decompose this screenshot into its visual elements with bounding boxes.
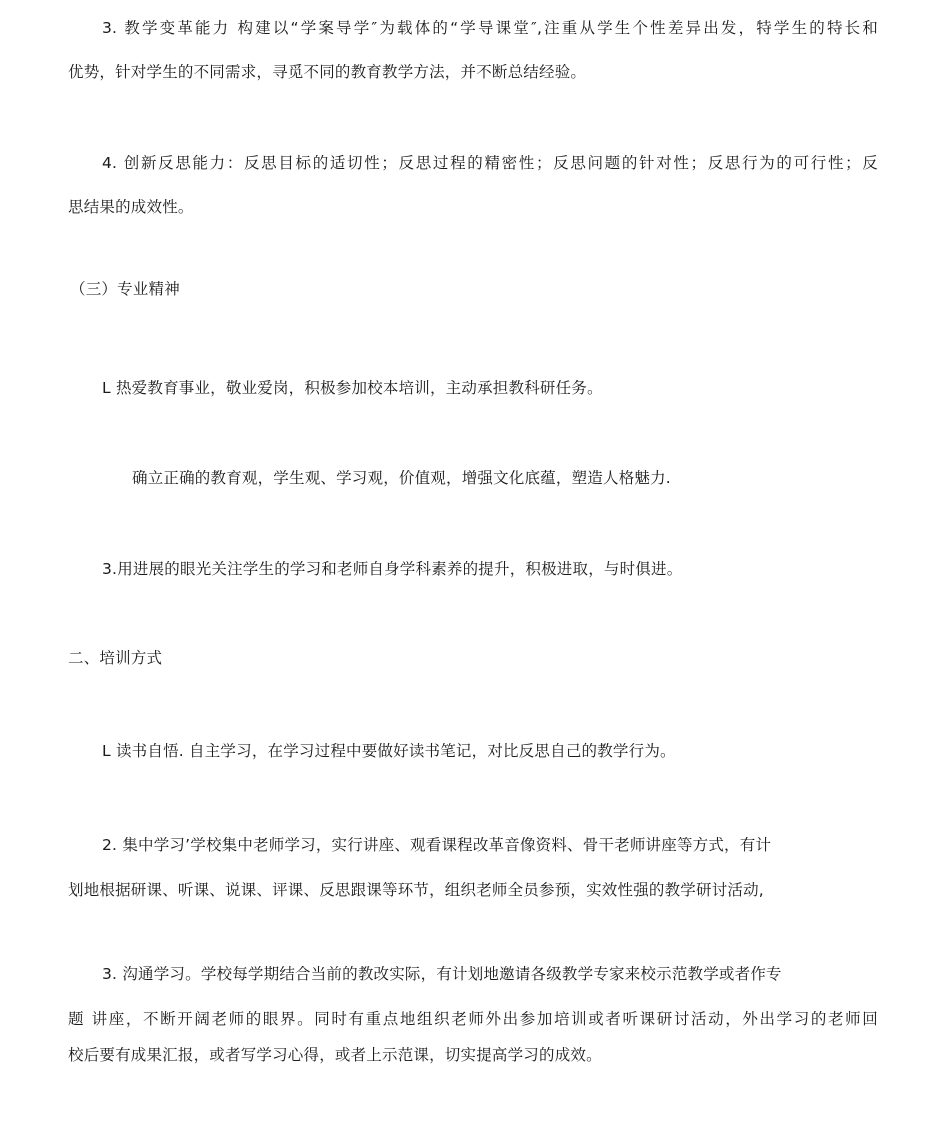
paragraph-communication-learning-line-1: 3. 沟通学习。学校每学期结合当前的教改实际，有计划地邀请各级教学专家来校示范教学或者作专 — [102, 965, 782, 983]
section-heading-training-methods: 二、培训方式 — [68, 649, 163, 667]
paragraph-teaching-reform-line-2: 优势，针对学生的不同需求，寻觅不同的教育教学方法，并不断总结经验。 — [68, 63, 587, 81]
paragraph-love-education: L 热爱教育事业，敬业爱岗，积极参加校本培训，主动承担教科研任务。 — [102, 379, 603, 397]
paragraph-reflection-ability-line-1: 4. 创新反思能力：反思目标的适切性；反思过程的精密性；反思问题的针对性；反思行为的可行性；反 — [102, 154, 878, 172]
paragraph-communication-learning-line-3: 校后要有成果汇报，或者写学习心得，或者上示范课，切实提高学习的成效。 — [68, 1046, 602, 1064]
paragraph-teaching-reform-line-1: 3. 教学变革能力 构建以“学案导学″为载体的“学导课堂″,注重从学生个性差异出发，特学生的特长和 — [102, 19, 878, 37]
paragraph-development-vision: 3.用进展的眼光关注学生的学习和老师自身学科素养的提升，积极进取，与时俱进。 — [102, 560, 683, 578]
paragraph-communication-learning-line-2: 题 讲座，不断开阔老师的眼界。同时有重点地组织老师外出参加培训或者听课研讨活动，外出学习的老师回 — [68, 1010, 878, 1028]
paragraph-correct-views: 确立正确的教育观，学生观、学习观，价值观，增强文化底蕴，塑造人格魅力. — [132, 469, 671, 487]
paragraph-centralized-learning-line-2: 划地根据研课、听课、说课、评课、反思跟课等环节，组织老师全员参预，实效性强的教学研讨活动, — [68, 881, 764, 899]
paragraph-centralized-learning-line-1: 2. 集中学习’学校集中老师学习，实行讲座、观看课程改革音像资料、骨干老师讲座等方式，有计 — [102, 836, 772, 854]
paragraph-self-study: L 读书自悟. 自主学习，在学习过程中要做好读书笔记，对比反思自己的教学行为。 — [102, 742, 676, 760]
section-heading-professional-spirit: （三）专业精神 — [70, 280, 180, 298]
paragraph-reflection-ability-line-2: 思结果的成效性。 — [68, 198, 194, 216]
